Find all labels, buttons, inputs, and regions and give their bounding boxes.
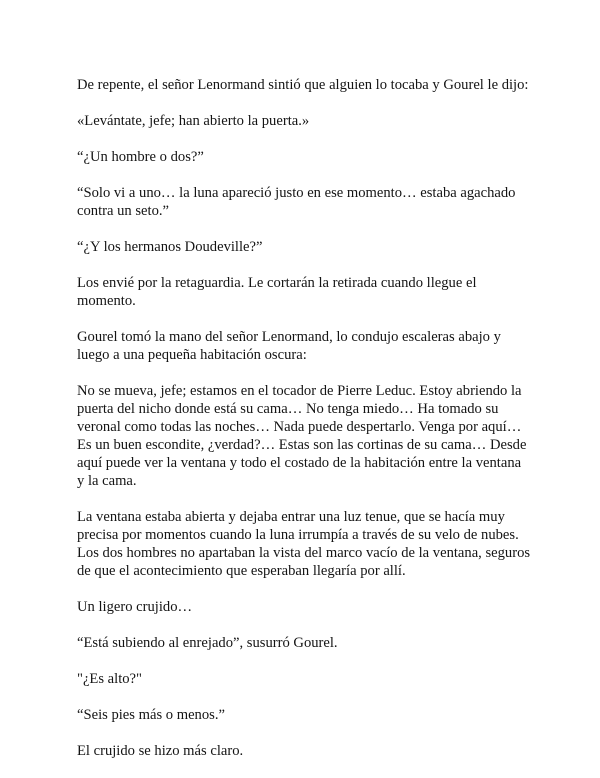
paragraph: “Seis pies más o menos.” [77,707,225,723]
paragraph: "¿Es alto?" [77,671,142,687]
paragraph: Un ligero crujido… [77,599,193,615]
paragraph: “Solo vi a uno… la luna apareció justo en ese momento… estaba agachado contra un seto.” [77,185,516,219]
paragraph: La ventana estaba abierta y dejaba entrar una luz tenue, que se hacía muy precisa por momentos cuando la luna irrumpía a través de su velo de nubes. Los dos hombres no apartaban la vista del marco vacío de la ventana, seguros de que el acontecimiento que esperaban llegaría por allí. [77,509,531,579]
paragraph: El crujido se hizo más claro. [77,743,244,759]
paragraph: No se mueva, jefe; estamos en el tocador de Pierre Leduc. Estoy abriendo la puerta del nicho donde está su cama… No tenga miedo… Ha tomado su veronal como todas las noches… Nada puede despertarlo. Venga por aquí… Es un buen escondite, ¿verdad?… Estas son las cortinas de su cama… Desde aquí puede ver la ventana y todo el costado de la habitación entre la ventana y la cama. [77,383,527,489]
paragraph: Gourel tomó la mano del señor Lenormand, lo condujo escaleras abajo y luego a una pequeña habitación oscura: [77,329,501,363]
paragraph: Los envié por la retaguardia. Le cortarán la retirada cuando llegue el momento. [77,275,477,309]
paragraph: “Está subiendo al enrejado”, susurró Gourel. [77,635,338,651]
paragraph: “¿Un hombre o dos?” [77,149,204,165]
document-page [77,76,532,778]
paragraph: De repente, el señor Lenormand sintió que alguien lo tocaba y Gourel le dijo: [77,77,529,93]
paragraph: “¿Y los hermanos Doudeville?” [77,239,263,255]
paragraph: «Levántate, jefe; han abierto la puerta.» [77,113,310,129]
